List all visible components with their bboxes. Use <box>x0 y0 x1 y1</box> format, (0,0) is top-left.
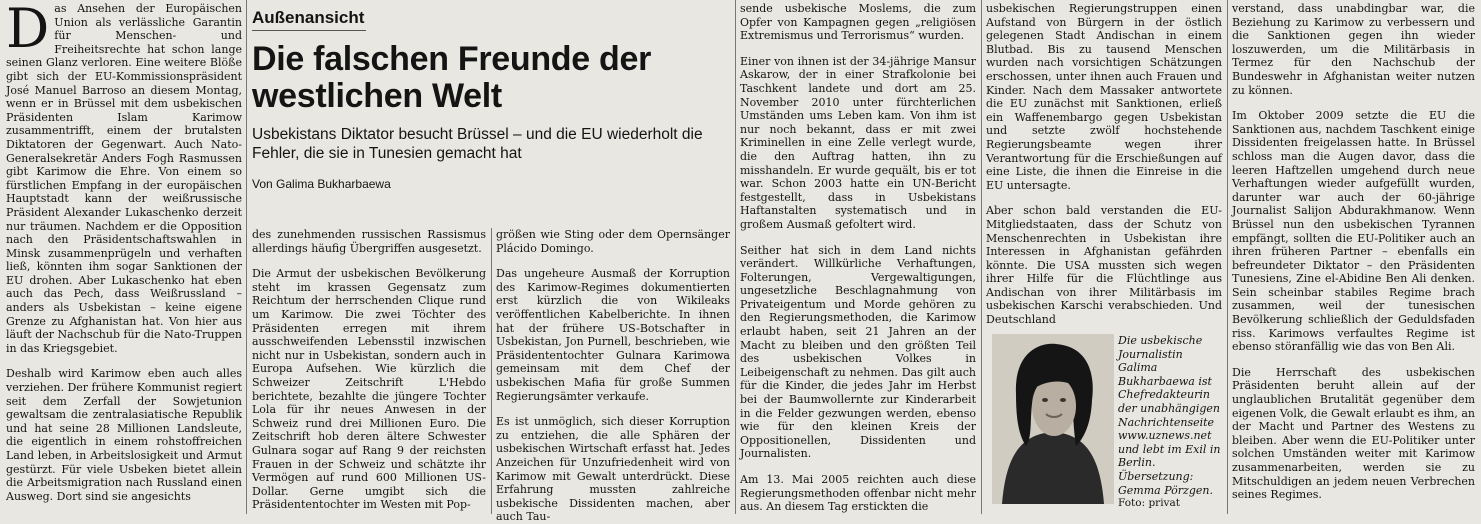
drop-cap: D <box>6 0 50 60</box>
article-column-3 <box>496 228 730 524</box>
caption-text: Die usbekische Journalistin Galima Bukharbaewa ist Chefredakteurin der unabhängigen Nachrichtenseite www.uznews.net und lebt im Exil in Berlin. Übersetzung: Gemma Pörzgen. <box>1118 334 1221 497</box>
column-rule <box>981 0 982 514</box>
paragraph: Am 13. Mai 2005 reichten auch diese Regierungsmethoden offenbar nicht mehr aus. An diesem Tag erstickten die <box>740 473 976 514</box>
paragraph: Seither hat sich in dem Land nichts verändert. Willkürliche Verhaftungen, Folterungen, Vergewaltigungen, ungesetzliche Beschlagnahmung von Privateigentum und Morde gehören zu den Regierungsmethoden, die Karimow erlaubt haben, seit 21 Jahren an der Macht zu bleiben und den größten Teil des usbekischen Volkes in Leibeigenschaft zu nehmen. Das gilt auch für die Kinder, die jedes Jahr im Herbst bei der Baumwollernte zur Kinderarbeit in die Felder gezwungen werden, ebenso wie für den kleinen Kreis der Oppositionellen, Dissidenten und Journalisten. <box>740 243 976 461</box>
section-kicker: Außenansicht <box>252 8 366 31</box>
column-rule <box>735 0 736 514</box>
paragraph: Einer von ihnen ist der 34-jährige Mansur Askarow, der in einer Strafkolonie bei Taschkent landete und dort am 25. November 2010 unter fürchterlichen Umständen ums Leben kam. Von ihm ist nur noch bekannt, dass er mit zwei Kriminellen in eine Zelle verlegt wurde, die den Auftrag hatten, ihn zu misshandeln. Er wurde gequält, bis er tot war. Schon 2003 hatte ein UN-Bericht festgestellt, dass in Usbekistans Haftanstalten systematisch und in großem Ausmaß gefoltert wird. <box>740 54 976 231</box>
paragraph: Die Armut der usbekischen Bevölkerung steht im krassen Gegensatz zum Reichtum der herrschenden Clique rund um Karimow. Die zwei Töchter des Präsidenten erregen mit ihrem ausschweifenden Lebensstil inzwischen nicht nur in Usbekistan, sondern auch in Europa Aufsehen. Wie kürzlich die Schweizer Zeitschrift L'Hebdo berichtete, bezahlte die jüngere Tochter Lola für ihr neues Anwesen in der Schweiz rund drei Millionen Euro. Die Zeitschrift hob deren ältere Schwester Gulnara sogar auf Rang 9 der reichsten Frauen in der Schweiz und schätzte ihr Vermögen auf rund 600 Millionen US-Dollar. Gerne umgibt sich die Präsidententochter im Westen mit Pop- <box>252 267 486 512</box>
paragraph: Das Ansehen der Europäischen Union als verlässliche Garantin für Menschen- und Freiheitsrechte hat schon lange seinen Glanz verloren. Eine weitere Blöße gibt sich der EU-Kommissionspräsident José Manuel Barroso an diesem Montag, wenn er in Brüssel mit dem usbekischen Präsidenten Islam Karimow zusammentrifft, einem der brutalsten Diktatoren der Gegenwart. Auch Nato-Generalsekretär Anders Fogh Rasmussen gibt Karimow die Ehre. Von einem so fürstlichen Empfang in der europäischen Hauptstadt kann der weißrussische Präsident Alexander Lukaschenko derzeit nur träumen. Nachdem er die Opposition nach den Präsidentschaftswahlen in Minsk zusammenprügeln und verhaften ließ, könnten ihm sogar Sanktionen der EU drohen. Aber Lukaschenko hat eben auch das Pech, dass Weißrussland – anders als Usbekistan – keine eigene Grenze zu Afghanistan hat. Von hier aus läuft der Nachschub für die Nato-Truppen in das Kriegsgebiet. <box>6 0 242 355</box>
article-column-4 <box>740 2 976 514</box>
photo-credit: Foto: privat <box>1118 497 1180 510</box>
photo-caption <box>1118 334 1222 511</box>
paragraph: Es ist unmöglich, sich dieser Korruption zu entziehen, die alle Sphären der usbekischen Wirtschaft erfasst hat. Jedes Anzeichen für Unzufriedenheit wird von Karimow mit Gewalt unterdrückt. Diese Erfahrung mussten zahlreiche usbekische Dissidenten machen, aber auch Tau- <box>496 415 730 524</box>
paragraph: Das ungeheure Ausmaß der Korruption des Karimow-Regimes dokumentierten erst kürzlich die von Wikileaks veröffentlichen Kabelberichte. In ihnen hat der frühere US-Botschafter in Usbekistan, Jon Purnell, beschrieben, wie Präsidententochter Gulnara Karimowa gemeinsam mit dem Chef der usbekischen Mafia für große Summen Regierungsämter verkaufe. <box>496 267 730 403</box>
headline-block <box>252 4 730 226</box>
column-rule <box>246 0 247 514</box>
paragraph: Aber schon bald verstanden die EU-Mitgliedstaaten, dass der Schutz von Menschenrechten in Usbekistan ihre Interessen in Afghanistan gefährden könnte. Die USA mussten sich wegen ihrer Hilfe für die Flüchtlinge aus Andischan von ihrer Militärbasis im usbekischen Karschi verabschieden. Und Deutschland <box>986 204 1222 327</box>
paragraph: größen wie Sting oder dem Opernsänger Plácido Domingo. <box>496 228 730 255</box>
article-title: Die falschen Freunde der westlichen Welt <box>252 40 652 115</box>
article-column-1 <box>6 2 242 514</box>
column-rule <box>1227 0 1228 514</box>
article-column-2 <box>252 228 486 514</box>
article-column-6 <box>1232 2 1475 514</box>
article-subtitle: Usbekistans Diktator besucht Brüssel – und die EU wiederholt die Fehler, die sie in Tunesien gemacht hat <box>252 126 703 162</box>
article-byline: Von Galima Bukharbaewa <box>252 177 391 191</box>
paragraph: Im Oktober 2009 setzte die EU die Sanktionen aus, nachdem Taschkent einige Dissidenten freigelassen hatte. In Brüssel schloss man die Augen davor, dass die leeren Haftzellen umgehend durch neue Verhaftungen wieder aufgefüllt wurden, darunter war auch der 60-jährige Journalist Salijon Abdurakhmanow. Wenn Brüssel nun den usbekischen Tyrannen empfängt, sollten die EU-Politiker auch an ihren früheren Partner – ebenfalls ein befreundeter Diktator – den Präsidenten Tunesiens, Zine el-Abidine Ben Ali denken. Sein scheinbar stabiles Regime brach zusammen, weil der tunesischen Bevölkerung schließlich der Geduldsfaden riss. Karimows verfaultes Regime ist ebenso störanfällig wie das von Ben Ali. <box>1232 109 1475 354</box>
column-rule <box>491 228 492 514</box>
author-photo <box>992 334 1114 504</box>
portrait-image <box>992 334 1114 504</box>
paragraph: des zunehmenden russischen Rassismus allerdings häufig Übergriffen ausgesetzt. <box>252 228 486 255</box>
paragraph: Deshalb wird Karimow eben auch alles verziehen. Der frühere Kommunist regiert seit dem Zerfall der Sowjetunion gewaltsam die zentralasiatische Republik und hat seine 28 Millionen Landsleute, die eigentlich in einem rohstoffreichen Land leben, in Arbeitslosigkeit und Armut gestürzt. Für viele Usbeken bietet allein die Arbeitsmigration nach Russland einen Ausweg. Dort sind sie angesichts <box>6 367 243 503</box>
paragraph: verstand, dass unabdingbar war, die Beziehung zu Karimow zu verbessern und die Sanktionen gegen ihn wieder loszuwerden, um die Militärbasis in Termez für den Nachschub der Bundeswehr in Afghanistan weiter nutzen zu können. <box>1232 2 1475 97</box>
paragraph: usbekischen Regierungstruppen einen Aufstand von Bürgern in der östlich gelegenen Stadt Andischan in einem Blutbad. Bis zu tausend Menschen wurden nach vorsichtigen Schätzungen erschossen, unter ihnen auch Frauen und Kinder. Nach dem Massaker antwortete die EU zunächst mit Sanktionen, erließ ein Waffenembargo gegen Usbekistan und setzte zwölf hochstehende Regierungsbeamte wegen ihrer Verantwortung für die Erschießungen auf eine Liste, die ihnen die Einreise in die EU untersagte. <box>986 2 1222 192</box>
paragraph: sende usbekische Moslems, die zum Opfer von Kampagnen gegen „religiösen Extremismus und Terrorismus“ wurden. <box>740 2 976 43</box>
paragraph: Die Herrschaft des usbekischen Präsidenten beruht allein auf der unglaublichen Brutalität gegenüber dem eigenen Volk, die Gewalt erlaubt es ihm, an der Macht und Partner des Westens zu bleiben. Aber wenn die EU-Politiker unter solchen Umständen weiter mit Karimow zusammenarbeiten, werden sie zu Mitschuldigen an jedem neuen Verbrechen seines Regimes. <box>1232 365 1475 502</box>
